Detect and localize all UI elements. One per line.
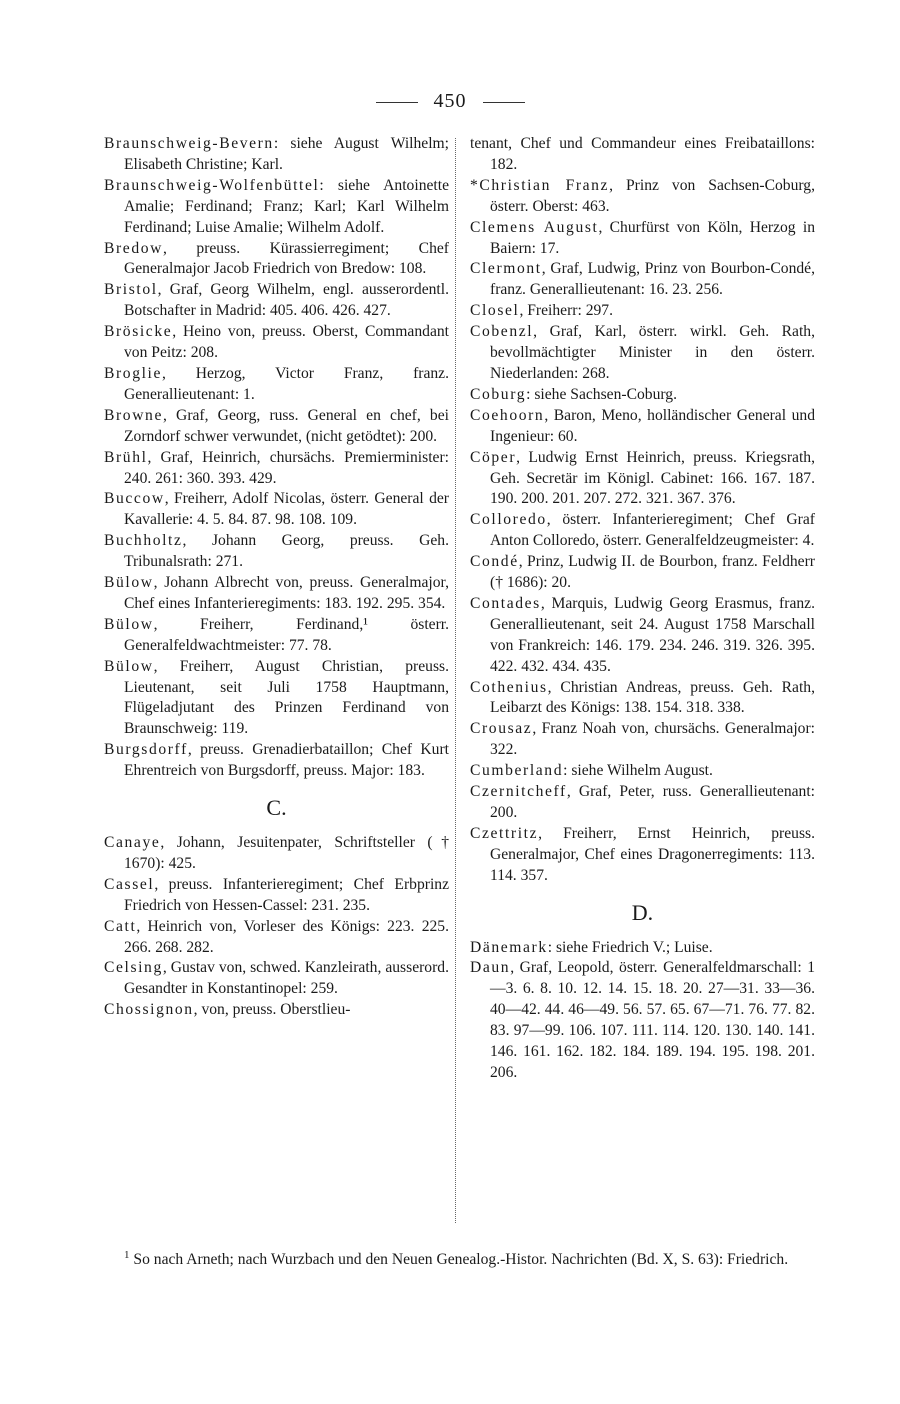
index-entry <box>104 657 449 741</box>
entry-headword: Canaye <box>104 834 161 851</box>
index-entry <box>470 510 815 552</box>
footnote <box>104 1245 812 1270</box>
index-entry <box>104 531 449 573</box>
index-entry <box>104 1000 449 1021</box>
index-entry <box>470 448 815 511</box>
entry-text: , Baron, Meno, holländischer General und Ingenieur: 60. <box>490 406 815 445</box>
index-entry <box>470 782 815 824</box>
index-entry <box>104 615 449 657</box>
entry-text: tenant, Chef und Commandeur eines Freibataillons: 182. <box>470 135 815 173</box>
entry-headword: Browne <box>104 406 163 424</box>
index-entry <box>470 761 815 782</box>
entry-text: , Freiherr, Ernst Heinrich, preuss. Generalmajor, Chef eines Dragonerregiments: 113. 114. 357. <box>490 824 815 884</box>
entry-text: : siehe Wilhelm August. <box>563 762 713 780</box>
entry-headword: Closel <box>470 302 520 320</box>
entry-text: : siehe Antoinette Amalie; Ferdinand; Franz; Karl; Karl Wilhelm Ferdinand; Luise Amalie; Wilhelm Adolf. <box>124 176 449 236</box>
entry-headword: Crousaz <box>470 720 533 738</box>
entry-headword: Brösicke <box>104 323 173 341</box>
index-entry <box>470 406 815 448</box>
entry-text: , Graf, Georg Wilhelm, engl. ausserordentl. Botschafter in Madrid: 405. 406. 426. 427. <box>124 281 449 320</box>
right-column <box>470 134 815 1084</box>
entry-text: , preuss. Infanterieregiment; Chef Erbprinz Friedrich von Hessen-Cassel: 231. 235. <box>124 875 449 914</box>
entry-text: : siehe August Wilhelm; Elisabeth Christine; Karl. <box>124 135 449 173</box>
footnote-text: So nach Arneth; nach Wurzbach und den Neuen Genealog.-Histor. Nachrichten (Bd. X, S. 63): Friedrich. <box>133 1251 789 1269</box>
index-entry <box>104 573 449 615</box>
entry-text: , Freiherr, August Christian, preuss. Lieutenant, seit Juli 1758 Hauptmann, Flügeladjutant des Prinzen Ferdinand von Braunschweig: 119. <box>124 657 449 738</box>
entry-text: , Johann Georg, preuss. Geh. Tribunalsrath: 271. <box>124 532 449 571</box>
entry-headword: Cumberland <box>470 762 564 780</box>
entry-text: , Johann, Jesuitenpater, Schriftsteller († 1670): 425. <box>124 834 449 872</box>
entry-headword: Coehoorn <box>470 406 545 424</box>
entry-text: , Heino von, preuss. Oberst, Commandant von Peitz: 208. <box>124 323 449 362</box>
index-entry <box>104 280 449 322</box>
entry-headword: Cobenzl <box>470 323 534 341</box>
entry-headword: Cassel <box>104 875 155 893</box>
entry-text: , von, preuss. Oberstlieu- <box>193 1001 351 1019</box>
entry-headword: Braunschweig-Bevern <box>104 135 274 152</box>
entry-text: , Heinrich von, Vorleser des Königs: 223. 225. 266. 268. 282. <box>124 917 449 956</box>
index-entry <box>104 322 449 364</box>
index-entry <box>470 594 815 678</box>
header-rule-right <box>483 102 525 103</box>
index-entry <box>104 134 449 176</box>
entry-headword: Condé <box>470 553 519 571</box>
entry-headword: Dänemark <box>470 938 548 956</box>
index-entry <box>470 176 815 218</box>
index-entry <box>470 218 815 260</box>
entry-headword: Braunschweig-Wolfenbüttel <box>104 176 320 194</box>
index-entry <box>470 824 815 887</box>
entry-text: , Graf, Leopold, österr. Generalfeldmarschall: 1—3. 6. 8. 10. 12. 14. 15. 18. 20. 27—31. 33—36. 40—42. 44. 46—49. 56. 57. 65. 67—71. 76. 77. 82. 83. 97—99. 106. 107. 111. 114. 120. 130. 140. 141. 146. 161. 162. 182. 184. 189. 194. 195. 198. 201. 206. <box>490 959 815 1081</box>
entry-text: , Gustav von, schwed. Kanzleirath, ausserord. Gesandter in Konstantinopel: 259. <box>124 959 449 998</box>
column-divider <box>455 138 456 1223</box>
entry-headword: Colloredo <box>470 511 547 529</box>
entry-text: , Freiherr: 297. <box>519 302 613 320</box>
entry-text: : siehe Friedrich V.; Luise. <box>547 938 713 956</box>
entry-headword: Coburg <box>470 385 527 403</box>
section-letter: D. <box>631 899 654 925</box>
entry-headword: Clemens August <box>470 218 599 236</box>
left-column <box>104 134 449 1021</box>
entry-text: , Graf, Peter, russ. Generallieutenant: 200. <box>490 783 815 821</box>
entry-headword: Cöper <box>470 448 517 466</box>
entry-headword: Buccow <box>104 490 165 508</box>
entry-text: , Graf, Ludwig, Prinz von Bourbon-Condé, franz. Generallieutenant: 16. 23. 256. <box>490 260 815 299</box>
entry-text: , Churfürst von Köln, Herzog in Baiern: 17. <box>490 218 815 257</box>
entry-headword: Clermont <box>470 260 542 278</box>
entry-headword: Catt <box>104 917 137 935</box>
entry-text: : siehe Sachsen-Coburg. <box>526 385 677 403</box>
index-entry <box>470 385 815 406</box>
entry-headword: Bristol <box>104 281 158 299</box>
entry-text: , Prinz von Sachsen-Coburg, österr. Oberst: 463. <box>490 176 815 215</box>
index-entry <box>104 489 449 531</box>
entry-headword: Bülow <box>104 574 154 592</box>
index-entry <box>104 364 449 406</box>
section-letter: C. <box>266 795 287 821</box>
page-number: 450 <box>433 90 467 112</box>
entry-text: , Marquis, Ludwig Georg Erasmus, franz. Generallieutenant, seit 24. August 1758 Marschall von Frankreich: 146. 179. 234. 246. 319. 326. 395. 422. 432. 434. 435. <box>490 594 815 675</box>
index-entry <box>104 875 449 917</box>
index-entry <box>104 917 449 959</box>
entry-headword: *Christian Franz <box>470 176 610 194</box>
index-entry <box>470 552 815 594</box>
page-header <box>0 90 900 113</box>
index-entry <box>104 176 449 239</box>
footnote-mark: 1 <box>124 1249 130 1261</box>
index-entry <box>104 239 449 281</box>
entry-text: , preuss. Kürassierregiment; Chef Generalmajor Jacob Friedrich von Bredow: 108. <box>124 239 449 278</box>
entry-text: , preuss. Grenadierbataillon; Chef Kurt Ehrentreich von Burgsdorff, preuss. Major: 183. <box>124 741 449 780</box>
index-entry <box>104 740 449 782</box>
entry-headword: Czettritz <box>470 824 539 842</box>
entry-text: , Freiherr, Ferdinand,¹ österr. Generalfeldwachtmeister: 77. 78. <box>124 615 449 654</box>
index-entry <box>470 678 815 720</box>
entry-headword: Bredow <box>104 239 163 257</box>
entry-headword: Brühl <box>104 448 148 466</box>
entry-text: , Franz Noah von, chursächs. Generalmajor: 322. <box>490 720 815 759</box>
entry-headword: Chossignon <box>104 1001 194 1019</box>
index-entry <box>104 448 449 490</box>
entry-headword: Buchholtz <box>104 532 183 550</box>
entry-headword: Burgsdorff <box>104 741 188 759</box>
entry-headword: Broglie <box>104 364 162 382</box>
entry-text: , Graf, Georg, russ. General en chef, bei Zorndorf schwer verwundet, (nicht getödtet): 200. <box>124 406 449 445</box>
entry-headword: Bülow <box>104 657 154 675</box>
index-entry <box>470 938 815 959</box>
entry-headword: Daun <box>470 959 511 977</box>
index-entry <box>470 301 815 322</box>
entry-text: , Freiherr, Adolf Nicolas, österr. General der Kavallerie: 4. 5. 84. 87. 98. 108. 109. <box>124 490 449 529</box>
entry-headword: Cothenius <box>470 678 548 696</box>
entry-text: , österr. Infanterieregiment; Chef Graf Anton Colloredo, österr. Generalfeldzeugmeister: 4. <box>490 511 815 550</box>
index-entry <box>470 958 815 1083</box>
entry-text: , Christian Andreas, preuss. Geh. Rath, Leibarzt des Königs: 138. 154. 318. 338. <box>490 678 815 717</box>
entry-text: , Graf, Karl, österr. wirkl. Geh. Rath, bevollmächtigter Minister in den österr. Niederlanden: 268. <box>490 323 815 382</box>
entry-text: , Prinz, Ludwig II. de Bourbon, franz. Feldherr († 1686): 20. <box>490 553 815 592</box>
index-entry <box>470 322 815 385</box>
entry-text: , Herzog, Victor Franz, franz. Generallieutenant: 1. <box>124 364 449 403</box>
entry-headword: Czernitcheff <box>470 783 567 801</box>
index-entry <box>104 958 449 1000</box>
index-entry <box>470 259 815 301</box>
index-entry <box>104 833 449 875</box>
index-entry <box>470 134 815 176</box>
index-entry <box>470 719 815 761</box>
index-entry <box>104 406 449 448</box>
entry-headword: Contades <box>470 594 541 612</box>
entry-headword: Celsing <box>104 959 163 977</box>
header-rule-left <box>376 102 418 103</box>
entry-text: , Ludwig Ernst Heinrich, preuss. Kriegsrath, Geh. Secretär im Königl. Cabinet: 166. 167. 187. 190. 200. 201. 207. 272. 321. 367. 376. <box>490 448 815 508</box>
entry-headword: Bülow <box>104 615 154 633</box>
entry-text: , Johann Albrecht von, preuss. Generalmajor, Chef eines Infanterieregiments: 183. 192. 295. 354. <box>124 574 449 612</box>
entry-text: , Graf, Heinrich, chursächs. Premierminister: 240. 261: 360. 393. 429. <box>124 448 449 487</box>
